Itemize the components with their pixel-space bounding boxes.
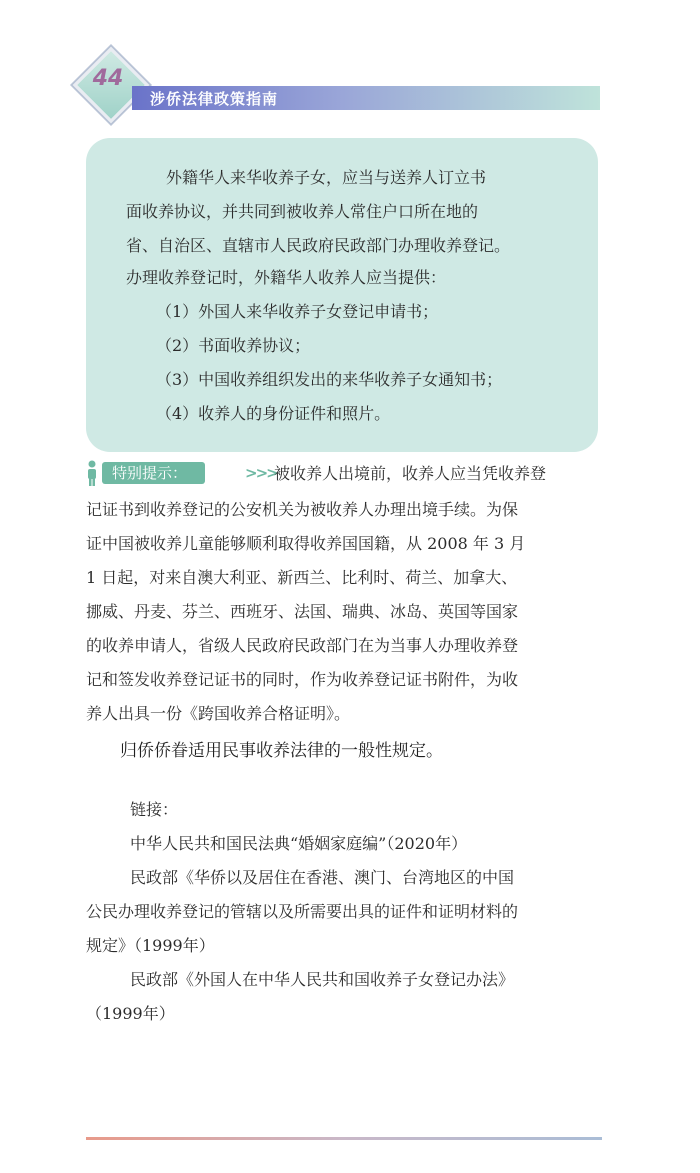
link-line: 规定》（1999年） — [86, 936, 215, 955]
tip-line: 记证书到收养登记的公安机关为被收养人办理出境手续。为保 — [86, 500, 519, 519]
info-line: 外籍华人来华收养子女，应当与送养人订立书 — [166, 168, 487, 187]
info-line: 面收养协议，并共同到被收养人常住户口所在地的 — [126, 202, 479, 221]
info-line: （3）中国收养组织发出的来华收养子女通知书； — [156, 370, 503, 389]
chevrons-icon: >>> — [245, 464, 277, 482]
header-title: 涉侨法律政策指南 — [150, 90, 279, 108]
tip-line: 挪威、丹麦、芬兰、西班牙、法国、瑞典、冰岛、英国等国家 — [86, 602, 519, 621]
link-line: 民政部《华侨以及居住在香港、澳门、台湾地区的中国 — [130, 868, 515, 887]
person-icon — [86, 460, 98, 486]
footer-rule — [86, 1137, 602, 1140]
info-line: （1）外国人来华收养子女登记申请书； — [156, 302, 439, 321]
tip-line: 记和签发收养登记证书的同时，作为收养登记证书附件，为收 — [86, 670, 519, 689]
tip-line: 的收养申请人，省级人民政府民政部门在为当事人办理收养登 — [86, 636, 519, 655]
link-line: 民政部《外国人在中华人民共和国收养子女登记办法》 — [130, 970, 515, 989]
info-line: （2）书面收养协议； — [156, 336, 311, 355]
link-line: 公民办理收养登记的管辖以及所需要出具的证件和证明材料的 — [86, 902, 519, 921]
special-tip-label: 特别提示： — [102, 462, 205, 484]
info-line: （4）收养人的身份证件和照片。 — [156, 404, 391, 423]
link-line: （1999年） — [86, 1004, 175, 1023]
info-line: 办理收养登记时，外籍华人收养人应当提供： — [126, 268, 447, 287]
tip-line: 被收养人出境前，收养人应当凭收养登 — [274, 464, 547, 483]
link-line: 中华人民共和国民法典“婚姻家庭编”（2020年） — [130, 834, 468, 853]
page-number: 44 — [92, 66, 124, 91]
tip-line: 证中国被收养儿童能够顺利取得收养国国籍，从 2008 年 3 月 — [86, 534, 526, 553]
page-header — [0, 0, 700, 120]
tip-line: 养人出具一份《跨国收养合格证明》。 — [86, 704, 351, 723]
links-heading: 链接： — [130, 800, 179, 819]
tip-line: 1 日起，对来自澳大利亚、新西兰、比利时、荷兰、加拿大、 — [86, 568, 518, 587]
rule-heading: 归侨侨眷适用民事收养法律的一般性规定。 — [120, 741, 443, 761]
info-line: 省、自治区、直辖市人民政府民政部门办理收养登记。 — [126, 236, 511, 255]
